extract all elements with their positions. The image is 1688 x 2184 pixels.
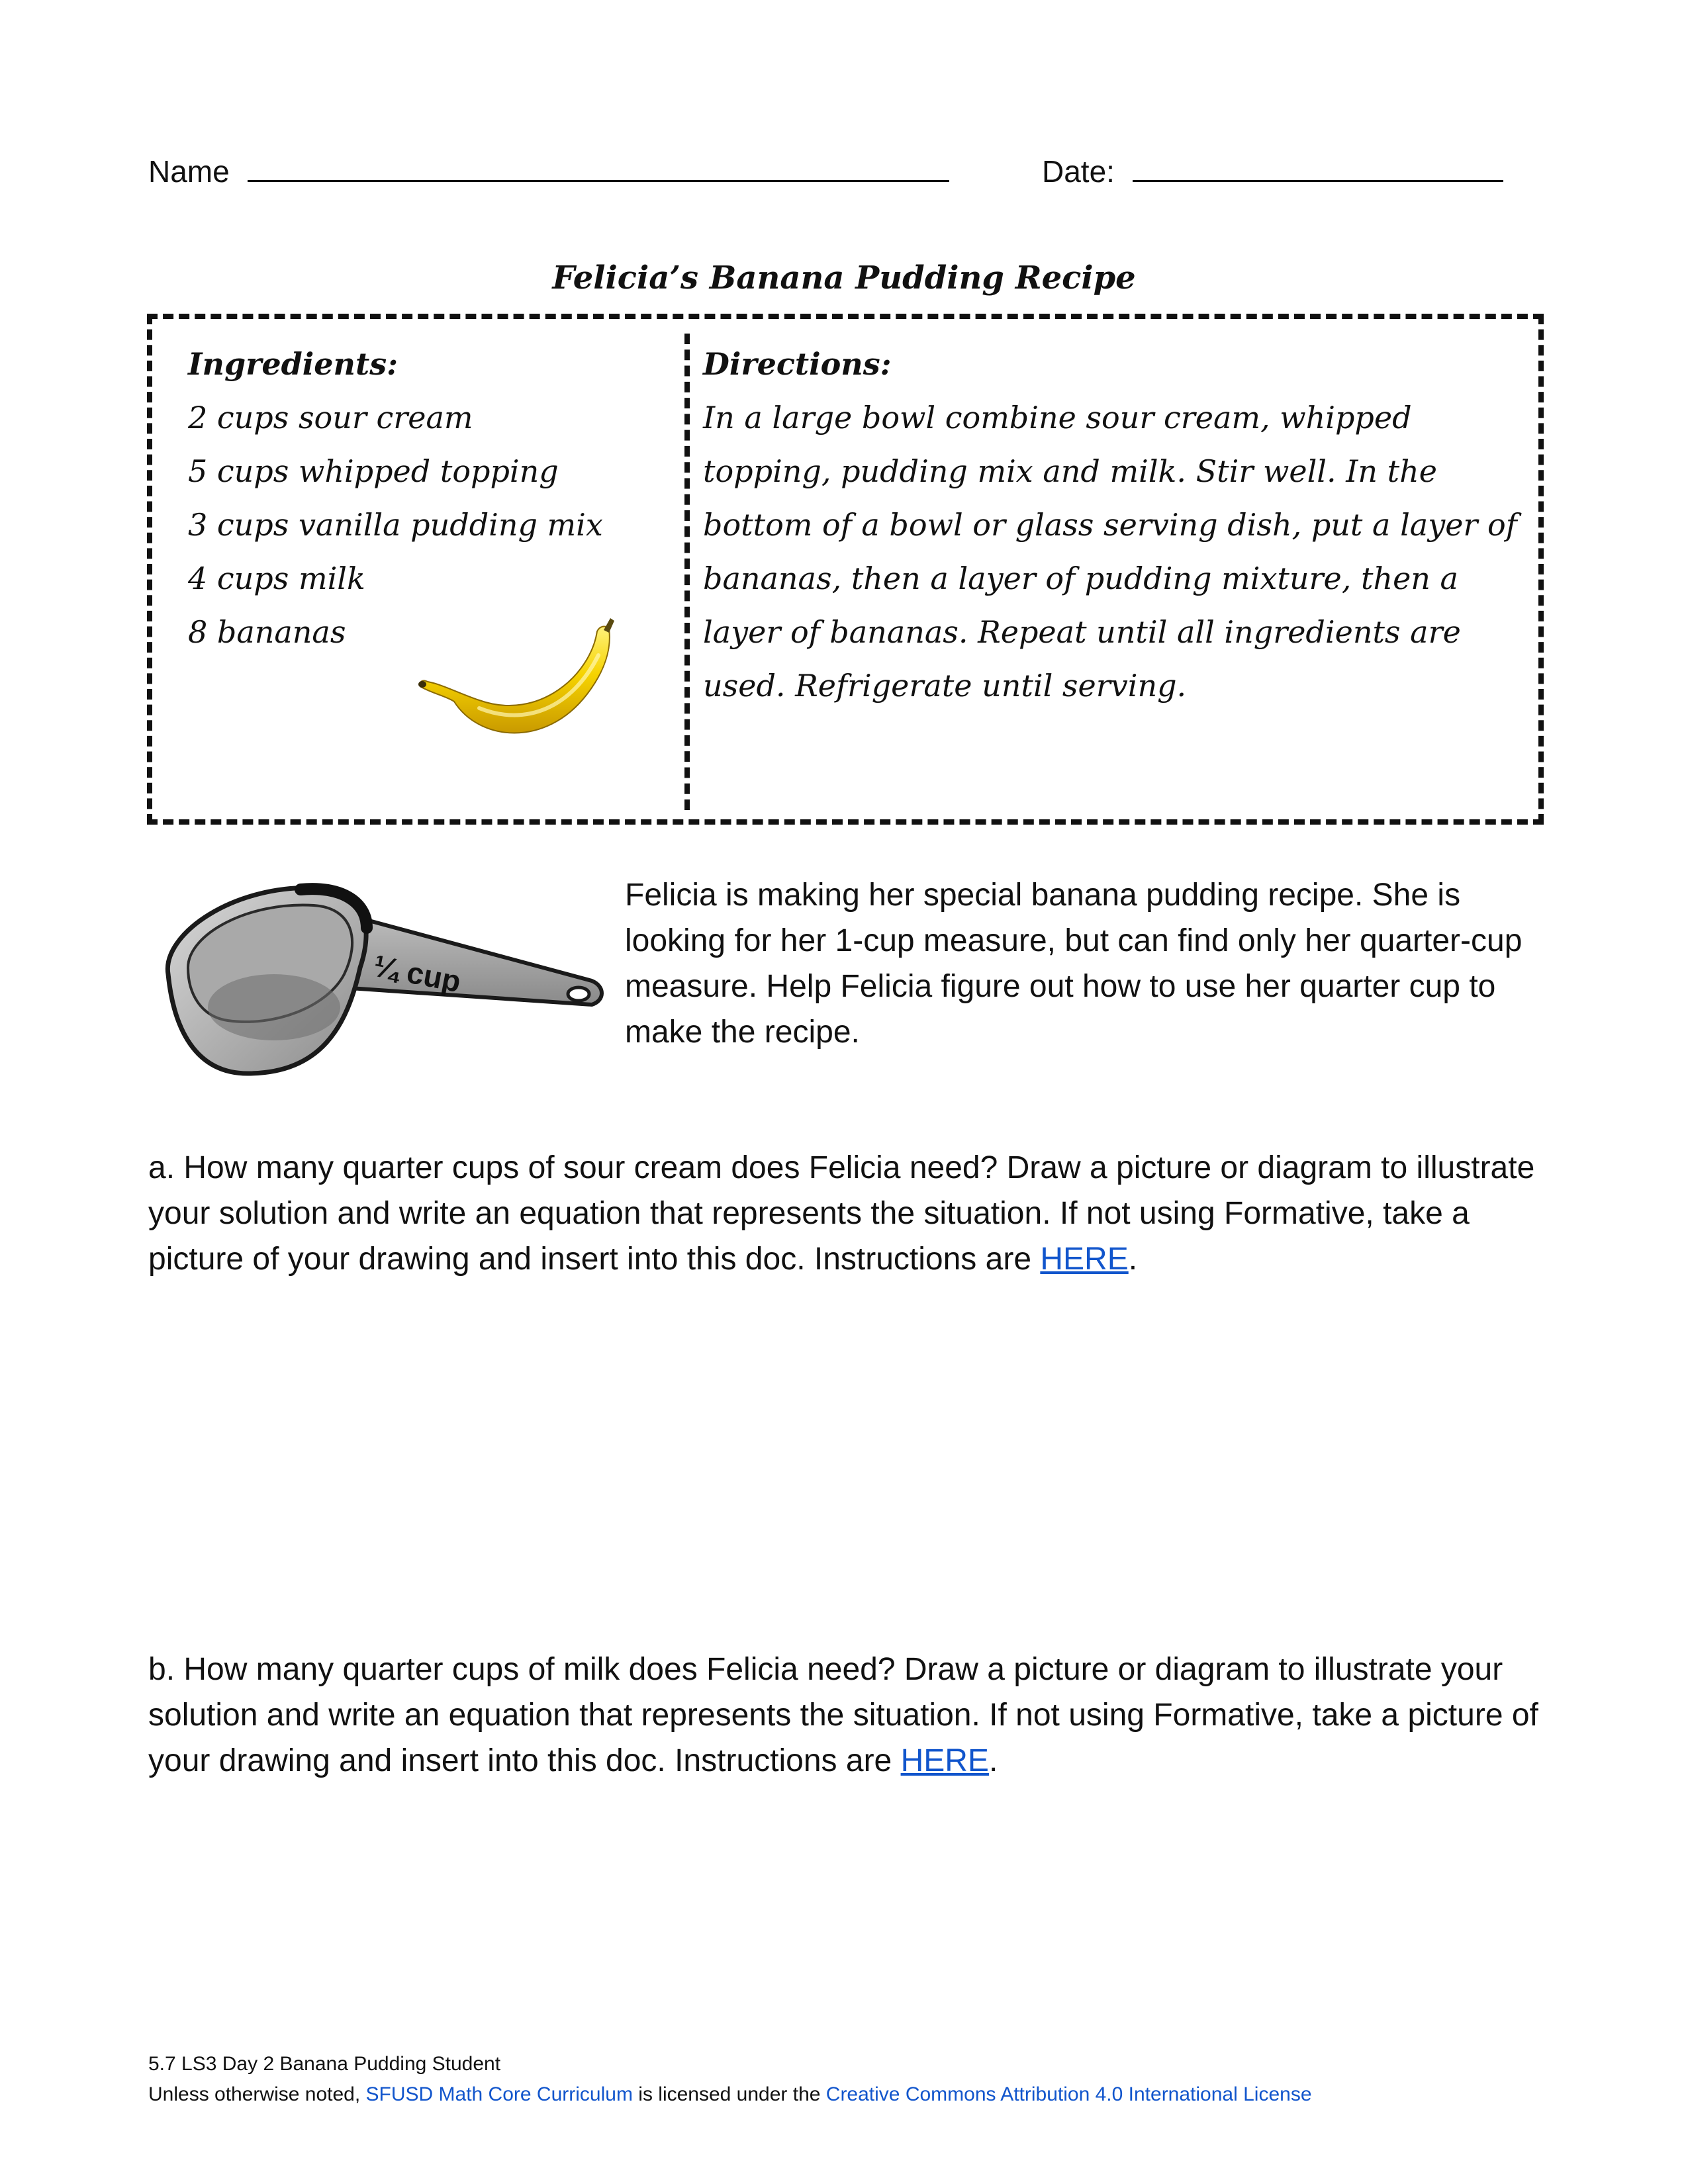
date-label: Date:: [1042, 154, 1115, 189]
ingredients-title: Ingredients:: [188, 346, 399, 382]
cup-label: ¼ cup: [371, 948, 464, 999]
directions-text: In a large bowl combine sour cream, whipped topping, pudding mix and milk. Stir well. In the bottom of a bowl or glass serving dish, put a layer of bananas, then a layer of pudding mixture, then a layer of bananas. Repeat until all ingredients are used. Refrigerate until serving.: [703, 400, 1517, 704]
ingredient-item: 4 cups milk: [188, 561, 365, 596]
footer: [148, 2049, 1312, 2110]
ingredients-section: [188, 338, 603, 659]
footer-license-middle: is licensed under the: [632, 2083, 826, 2105]
footer-doc-title: 5.7 LS3 Day 2 Banana Pudding Student: [148, 2053, 501, 2075]
question-b-period: .: [988, 1743, 998, 1778]
ingredient-item: 8 bananas: [188, 614, 346, 650]
question-a-period: .: [1128, 1242, 1138, 1277]
name-field-row: [148, 150, 949, 189]
ingredient-item: 3 cups vanilla pudding mix: [188, 507, 603, 543]
question-b-instructions-link[interactable]: HERE: [900, 1743, 989, 1778]
measuring-cup-icon: [148, 875, 605, 1087]
question-a-text: a. How many quarter cups of sour cream does Felicia need? Draw a picture or diagram to illustrate your solution and write an equation that represents the situation. If not using Formative, take a picture of your drawing and insert into this doc. Instructions are: [148, 1150, 1535, 1277]
footer-license-line: [148, 2079, 1312, 2110]
ingredient-item: 2 cups sour cream: [188, 400, 473, 435]
answer-area-a[interactable]: [148, 1291, 1545, 1608]
question-b: [148, 1647, 1545, 1784]
footer-curriculum-link[interactable]: SFUSD Math Core Curriculum: [365, 2083, 633, 2105]
question-b-text: b. How many quarter cups of milk does Felicia need? Draw a picture or diagram to illustrate your solution and write an equation that represents the situation. If not using Formative, take a picture of your drawing and insert into this doc. Instructions are: [148, 1652, 1538, 1778]
banana-icon: [413, 615, 625, 754]
answer-area-b[interactable]: [148, 1794, 1545, 2019]
ingredient-item: 5 cups whipped topping: [188, 453, 559, 489]
directions-section: [703, 338, 1524, 713]
question-a: [148, 1145, 1545, 1282]
footer-license-prefix: Unless otherwise noted,: [148, 2083, 366, 2105]
date-blank-line[interactable]: [1133, 150, 1503, 182]
directions-title: Directions:: [703, 346, 892, 382]
question-a-instructions-link[interactable]: HERE: [1040, 1242, 1129, 1277]
recipe-card-divider: [684, 334, 690, 810]
name-blank-line[interactable]: [248, 150, 949, 182]
intro-paragraph: Felicia is making her special banana pudding recipe. She is looking for her 1-cup measure, but can find only her quarter-cup measure. Help Felicia figure out how to use her quarter cup to make the recipe.: [625, 878, 1523, 1050]
date-field-row: [1042, 150, 1503, 189]
name-label: Name: [148, 154, 230, 189]
recipe-title: Felicia’s Banana Pudding Recipe: [552, 259, 1136, 296]
footer-license-link[interactable]: Creative Commons Attribution 4.0 International License: [825, 2083, 1312, 2105]
